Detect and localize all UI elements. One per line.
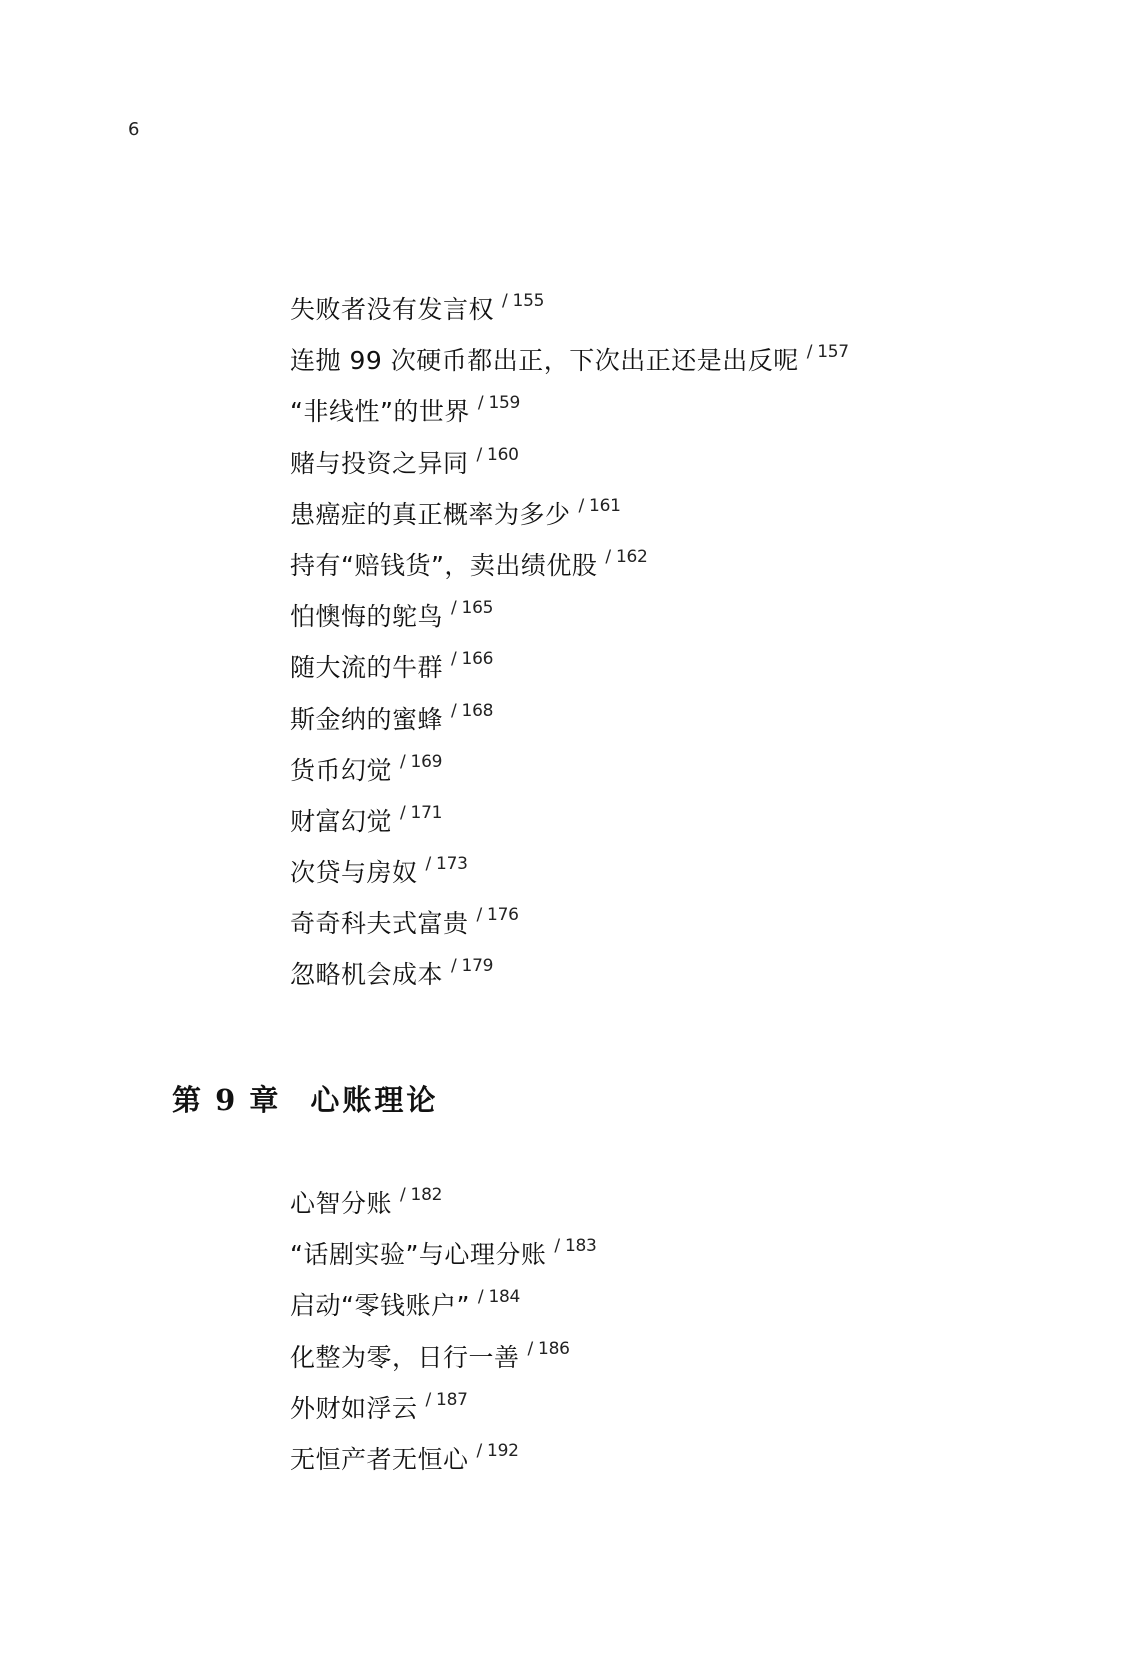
toc-entry-page: / 157 bbox=[806, 342, 849, 363]
toc-entry-page: / 187 bbox=[425, 1389, 468, 1410]
toc-entry-page: / 166 bbox=[451, 649, 494, 670]
toc-entry-title: 怕懊悔的鸵鸟 bbox=[290, 602, 444, 632]
toc-entry-title: 连抛 99 次硬币都出正，下次出正还是出反呢 bbox=[290, 346, 799, 376]
toc-entry-page: / 184 bbox=[477, 1287, 520, 1308]
toc-entry[interactable] bbox=[290, 600, 849, 651]
toc-entry[interactable] bbox=[290, 1238, 597, 1289]
toc-entry[interactable] bbox=[290, 444, 849, 498]
toc-entry[interactable] bbox=[290, 907, 849, 958]
toc-entry-title: 持有“赔钱货”，卖出绩优股 bbox=[290, 550, 598, 580]
toc-entry[interactable] bbox=[290, 856, 849, 907]
toc-entry-page: / 186 bbox=[527, 1338, 570, 1359]
toc-entry[interactable] bbox=[290, 700, 849, 754]
toc-entry-title: 化整为零，日行一善 bbox=[290, 1342, 520, 1372]
toc-entry[interactable] bbox=[290, 344, 849, 395]
toc-entry[interactable] bbox=[290, 802, 849, 856]
page-number: 6 bbox=[128, 119, 140, 140]
toc-entry[interactable] bbox=[290, 958, 849, 1009]
toc-entry-page: / 168 bbox=[451, 700, 494, 721]
toc-entry-page: / 165 bbox=[451, 598, 494, 619]
toc-entry[interactable] bbox=[290, 1289, 597, 1340]
toc-entry[interactable] bbox=[290, 1440, 597, 1494]
toc-entry-title: 斯金纳的蜜蜂 bbox=[290, 704, 444, 734]
toc-entry-page: / 162 bbox=[605, 546, 648, 567]
toc-list-chapter-9 bbox=[290, 1187, 597, 1494]
toc-entry-page: / 173 bbox=[425, 854, 468, 875]
toc-entry-page: / 182 bbox=[400, 1185, 443, 1205]
toc-entry-title: 赌与投资之异同 bbox=[290, 448, 469, 478]
toc-entry-page: / 183 bbox=[554, 1236, 597, 1257]
toc-entry-title: 无恒产者无恒心 bbox=[290, 1444, 469, 1474]
toc-entry-title: 患癌症的真正概率为多少 bbox=[290, 499, 571, 529]
toc-entry-page: / 155 bbox=[502, 291, 545, 311]
toc-entry-title: “话剧实验”与心理分账 bbox=[290, 1240, 547, 1270]
chapter-number: 第 9 章 bbox=[172, 1083, 281, 1117]
toc-entry-page: / 160 bbox=[476, 444, 519, 465]
toc-entry-title: “非线性”的世界 bbox=[290, 397, 470, 427]
toc-entry-title: 忽略机会成本 bbox=[290, 960, 444, 990]
toc-entry-page: / 176 bbox=[476, 905, 519, 926]
toc-entry-title: 外财如浮云 bbox=[290, 1393, 418, 1423]
toc-entry-title: 失败者没有发言权 bbox=[290, 295, 495, 324]
toc-entry-page: / 161 bbox=[578, 495, 621, 516]
chapter-heading[interactable] bbox=[172, 1082, 438, 1118]
toc-entry[interactable] bbox=[290, 495, 849, 549]
chapter-title: 心账理论 bbox=[310, 1083, 439, 1117]
toc-entry-page: / 192 bbox=[476, 1440, 519, 1461]
toc-entry-title: 财富幻觉 bbox=[290, 806, 393, 836]
toc-entry[interactable] bbox=[290, 546, 849, 600]
toc-entry-title: 次贷与房奴 bbox=[290, 858, 418, 888]
toc-entry[interactable] bbox=[290, 1187, 597, 1238]
toc-entry-title: 奇奇科夫式富贵 bbox=[290, 909, 469, 939]
toc-entry[interactable] bbox=[290, 651, 849, 702]
toc-entry[interactable] bbox=[290, 1338, 597, 1392]
toc-entry-title: 随大流的牛群 bbox=[290, 653, 444, 683]
toc-entry-page: / 159 bbox=[477, 393, 520, 414]
toc-entry-title: 心智分账 bbox=[290, 1189, 393, 1218]
toc-entry[interactable] bbox=[290, 751, 849, 805]
toc-entry-title: 启动“零钱账户” bbox=[290, 1291, 470, 1321]
toc-entry-page: / 179 bbox=[451, 956, 494, 977]
toc-entry-page: / 169 bbox=[400, 751, 443, 772]
toc-list-previous-chapter bbox=[290, 293, 849, 1010]
toc-entry[interactable] bbox=[290, 1389, 597, 1443]
toc-entry[interactable] bbox=[290, 293, 849, 344]
toc-entry-title: 货币幻觉 bbox=[290, 755, 393, 785]
toc-entry[interactable] bbox=[290, 395, 849, 446]
toc-entry-page: / 171 bbox=[400, 802, 443, 823]
